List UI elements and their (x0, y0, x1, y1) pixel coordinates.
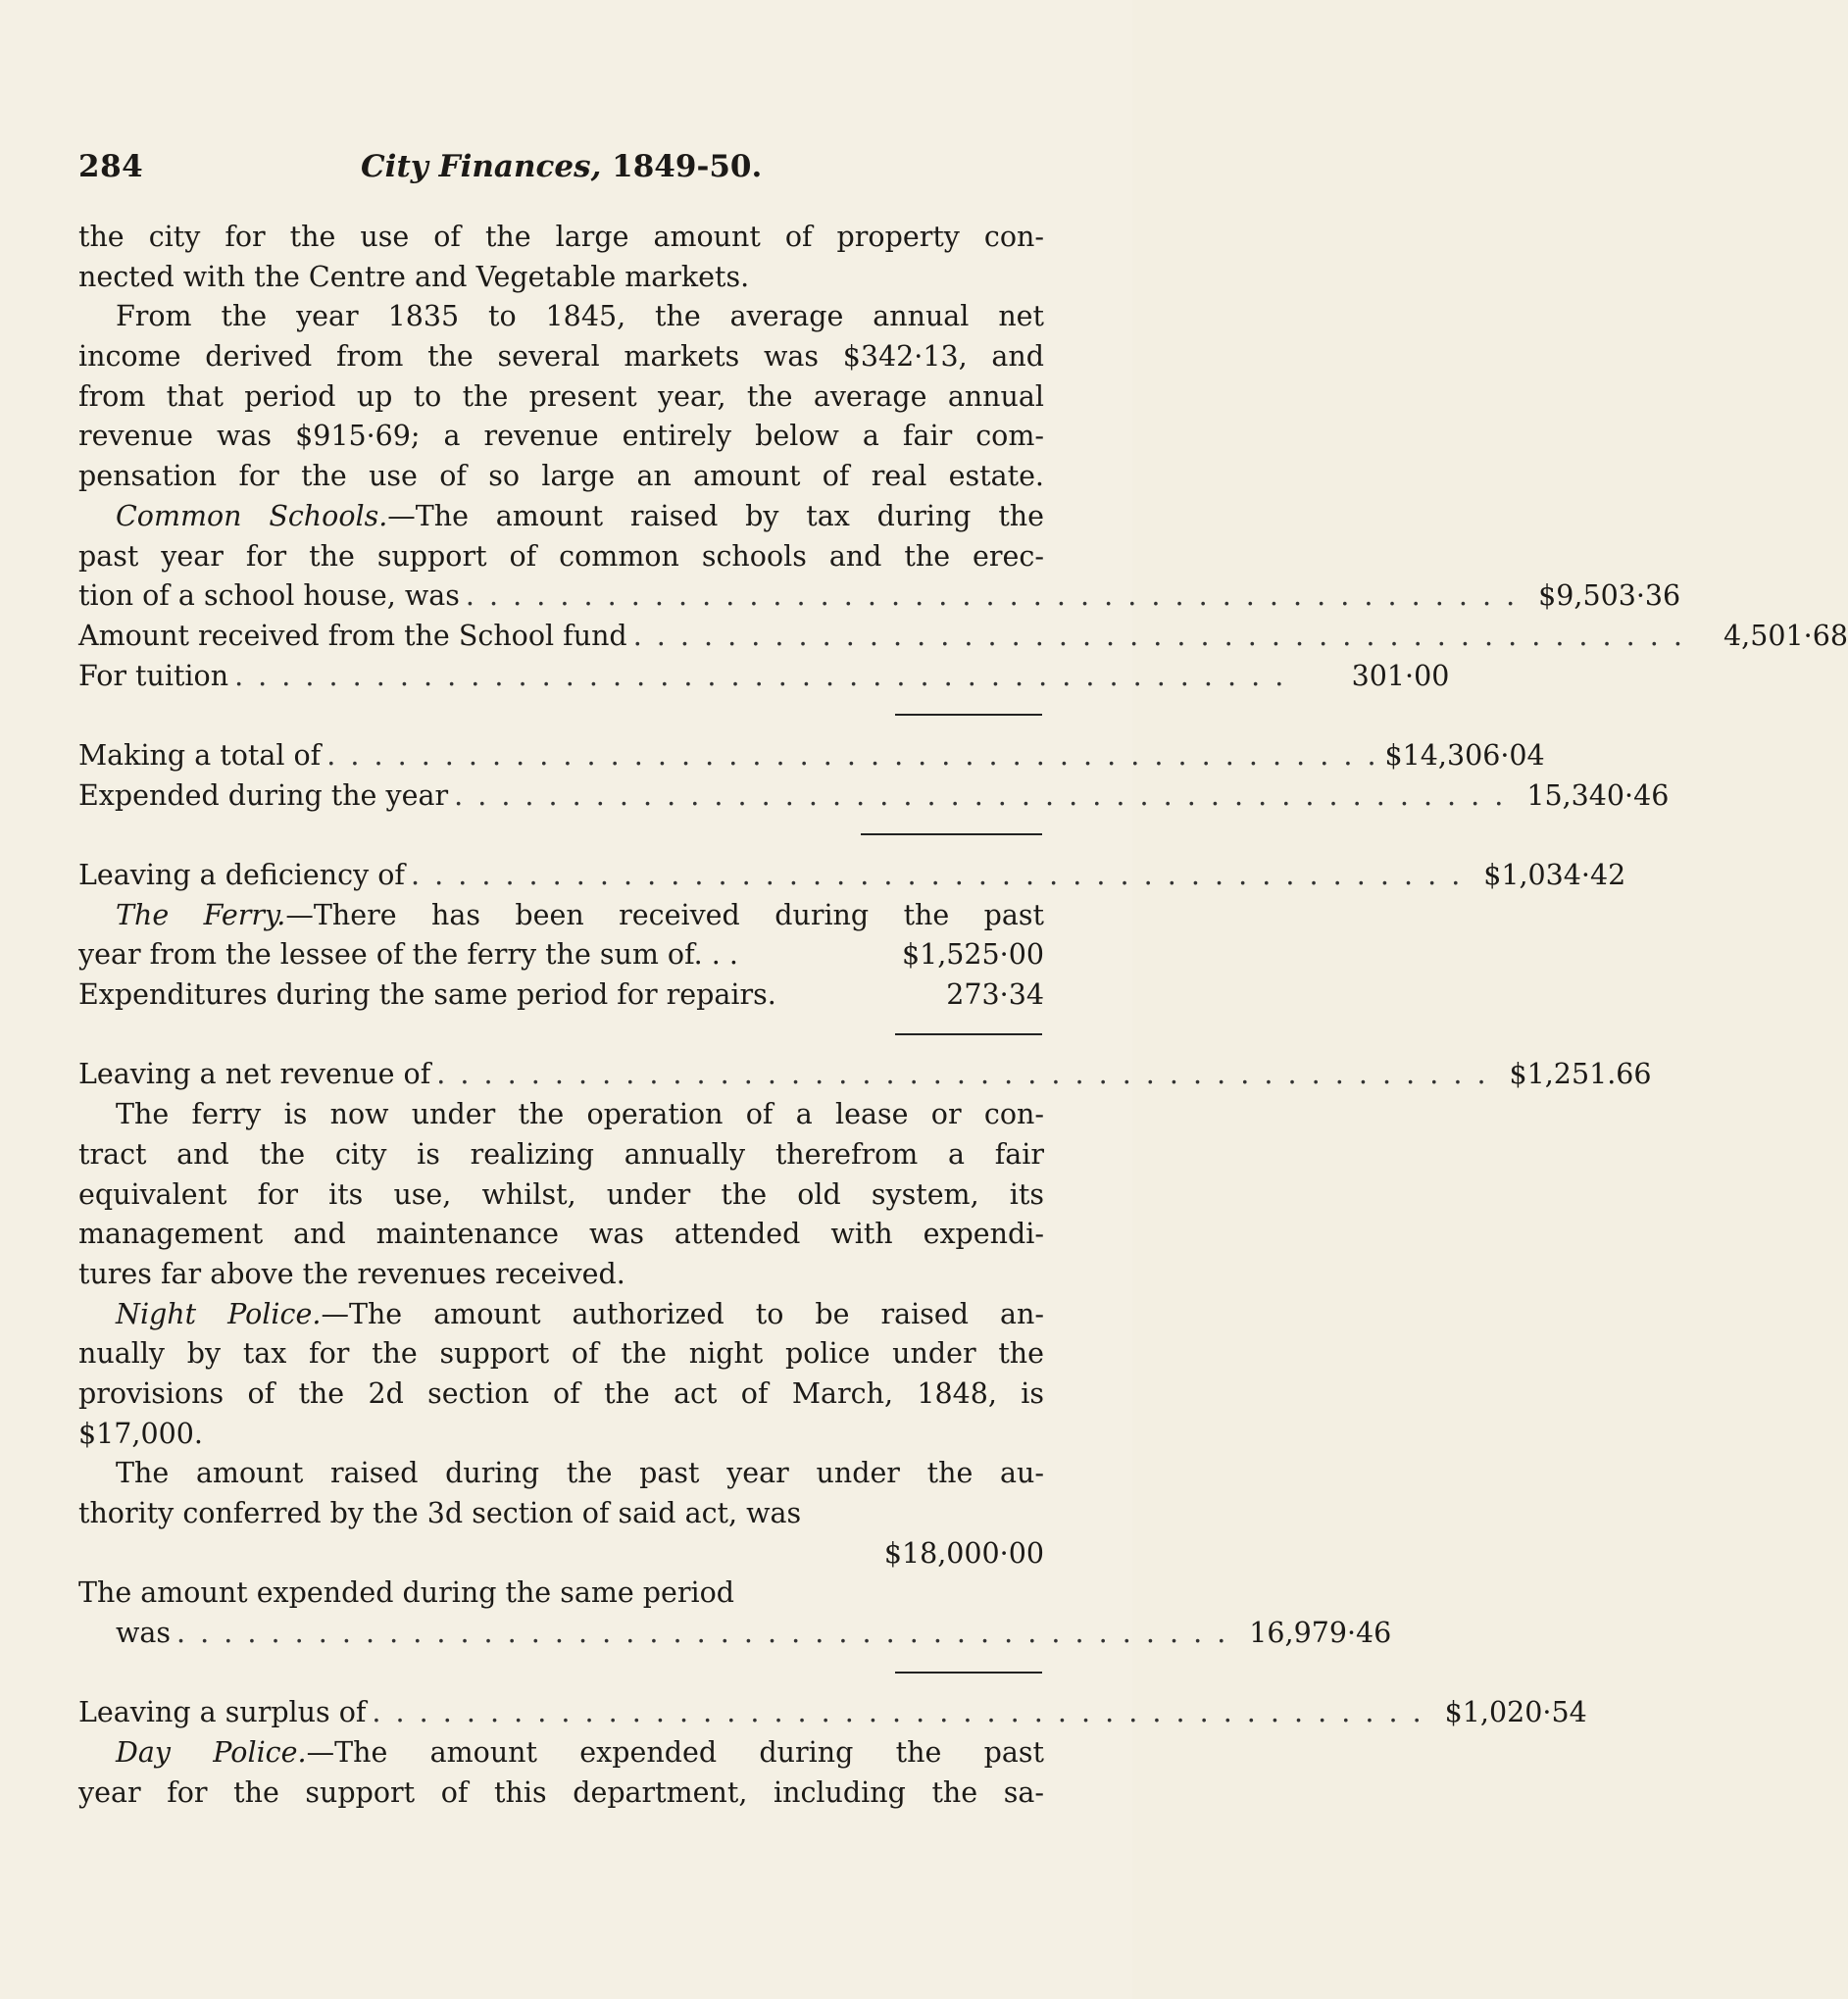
ledger-label: Expenditures during the same period for repairs. (78, 978, 776, 1012)
ledger-row-ferry-net (78, 1055, 1652, 1095)
text-line: from that period up to the present year, the average annual (78, 379, 1044, 413)
ledger-row-surplus (78, 1693, 1587, 1733)
ledger-label: Leaving a surplus of (78, 1696, 367, 1729)
running-title (361, 149, 762, 184)
leader-dots: . . . . . . . . . . . . . . . . . . . . . . . . . . . . . . . . . . . . . . . . . . . . . (326, 738, 1379, 772)
section-heading-common-schools (78, 497, 1044, 537)
ledger-amount: 16,979·46 (1249, 1617, 1392, 1650)
leader-dots: . . . . . . . . . . . . . . . . . . . . . . . . . . . . . . . . . . . . . . . . . . . . . (234, 659, 1287, 692)
ledger-row-ferry-received (78, 935, 1044, 975)
text-line: year for the support of this department, including the sa- (78, 1775, 1044, 1809)
leader-dots: . . . . . . . . . . . . . . . . . . . . . . . . . . . . . . . . . . . . . . . . . . . . . (436, 1058, 1489, 1091)
leader-dots: . . . . . . . . . . . . . . . . . . . . . . . . . . . . . . . . . . . . . . . . . . . . . (465, 579, 1519, 613)
leader-dots: . . . . . . . . . . . . . . . . . . . . . . . . . . . . . . . . . . . . . . . . . . . . . (632, 619, 1685, 652)
section-heading-day-police (78, 1733, 1044, 1774)
rule-line (895, 714, 1042, 716)
rule-line (895, 1033, 1042, 1035)
running-title-italic: City Finances, (361, 149, 602, 184)
heading-italic: Common Schools. (116, 499, 388, 532)
rule-line (861, 833, 1042, 835)
ledger-label: Leaving a net revenue of (78, 1058, 431, 1091)
rule-line (895, 1672, 1042, 1674)
ledger-label: year from the lessee of the ferry the sum of. . . (78, 938, 738, 972)
text-line: From the year 1835 to 1845, the average annual net (116, 300, 1044, 333)
ledger-label: For tuition (78, 659, 229, 692)
sum-rule (78, 1016, 1044, 1056)
ledger-amount: $9,503·36 (1538, 579, 1681, 613)
ledger-row-expended (78, 776, 1670, 817)
ledger-row-deficiency (78, 856, 1626, 896)
heading-rest: —The amount expended during the past (306, 1736, 1044, 1770)
text-line: management and maintenance was attended with expendi- (78, 1218, 1044, 1251)
heading-rest: —The amount authorized to be raised an- (321, 1297, 1044, 1330)
ledger-row-total (78, 736, 1545, 776)
ledger-row-school-house (78, 576, 1681, 617)
text-line: The amount expended during the same period (78, 1576, 735, 1610)
text-line: The amount raised during the past year under the au- (116, 1457, 1044, 1490)
text-line: nually by tax for the support of the night police under the (78, 1337, 1044, 1371)
sum-rule (78, 816, 1044, 856)
text-line: thority conferred by the 3d section of said act, was (78, 1497, 802, 1529)
text-line: the city for the use of the large amount of property con- (78, 221, 1044, 253)
heading-italic: Night Police. (116, 1297, 322, 1330)
ledger-amount: 273·34 (946, 978, 1044, 1012)
leader-dots: . . . . . . . . . . . . . . . . . . . . . . . . . . . . . . . . . . . . . . . . . . . . . (176, 1617, 1229, 1650)
ledger-label: tion of a school house, was (78, 579, 460, 613)
ledger-amount: 4,501·68 (1723, 619, 1848, 652)
heading-italic: Day Police. (116, 1736, 307, 1770)
ledger-label: was (116, 1617, 172, 1650)
heading-italic: The Ferry. (116, 898, 286, 931)
heading-rest: —The amount raised by tax during the (387, 499, 1044, 532)
running-title-years: 1849-50. (612, 149, 763, 184)
ledger-label: Making a total of (78, 738, 322, 772)
leader-dots: . . . . . . . . . . . . . . . . . . . . . . . . . . . . . . . . . . . . . . . . . . . . . (454, 778, 1507, 812)
leader-dots: . . . . . . . . . . . . . . . . . . . . . . . . . . . . . . . . . . . . . . . . . . . . . (410, 859, 1464, 891)
text-line: revenue was $915·69; a revenue entirely below a fair com- (78, 420, 1044, 453)
ledger-amount: $1,525·00 (901, 938, 1044, 972)
running-header (78, 149, 1044, 196)
ledger-label: Expended during the year (78, 778, 449, 812)
text-line: income derived from the several markets was $342·13, and (78, 340, 1044, 374)
heading-rest: —There has been received during the past (285, 898, 1044, 931)
ledger-row-ferry-expenditures (78, 975, 1044, 1016)
text-line: provisions of the 2d section of the act of March, 1848, is (78, 1376, 1044, 1410)
ledger-amount: 15,340·46 (1526, 778, 1670, 812)
section-heading-ferry (78, 896, 1044, 936)
sum-rule (78, 696, 1044, 736)
ledger-label: Amount received from the School fund (78, 619, 627, 652)
section-heading-night-police (78, 1295, 1044, 1335)
ledger-row-tuition (78, 657, 1450, 697)
leader-dots: . . . . . . . . . . . . . . . . . . . . . . . . . . . . . . . . . . . . . . . . . . . . . (372, 1696, 1424, 1729)
text-line: pensation for the use of so large an amount of real estate. (78, 460, 1044, 493)
ledger-label: Leaving a deficiency of (78, 859, 405, 891)
ledger-row-school-fund (78, 617, 1848, 657)
page-body (78, 218, 1848, 1814)
amount-line: $18,000·00 (883, 1536, 1044, 1570)
text-line: tract and the city is realizing annually therefrom a fair (78, 1137, 1044, 1171)
ledger-amount: $1,034·42 (1483, 859, 1626, 891)
ledger-amount: $14,306·04 (1384, 738, 1545, 772)
ledger-amount: 301·00 (1351, 659, 1450, 692)
sum-rule (78, 1654, 1044, 1694)
page-number: 284 (78, 149, 144, 184)
ledger-amount: $1,020·54 (1444, 1696, 1587, 1729)
text-line: The ferry is now under the operation of a lease or con- (116, 1098, 1044, 1131)
ledger-amount: $1,251.66 (1509, 1058, 1652, 1091)
ledger-row-night-expended (78, 1614, 1392, 1654)
text-line: equivalent for its use, whilst, under the old system, its (78, 1177, 1044, 1211)
text-line: nected with the Centre and Vegetable markets. (78, 260, 750, 293)
text-line: $17,000. (78, 1417, 203, 1450)
text-line: past year for the support of common schools and the erec- (78, 539, 1044, 573)
text-line: tures far above the revenues received. (78, 1257, 625, 1290)
